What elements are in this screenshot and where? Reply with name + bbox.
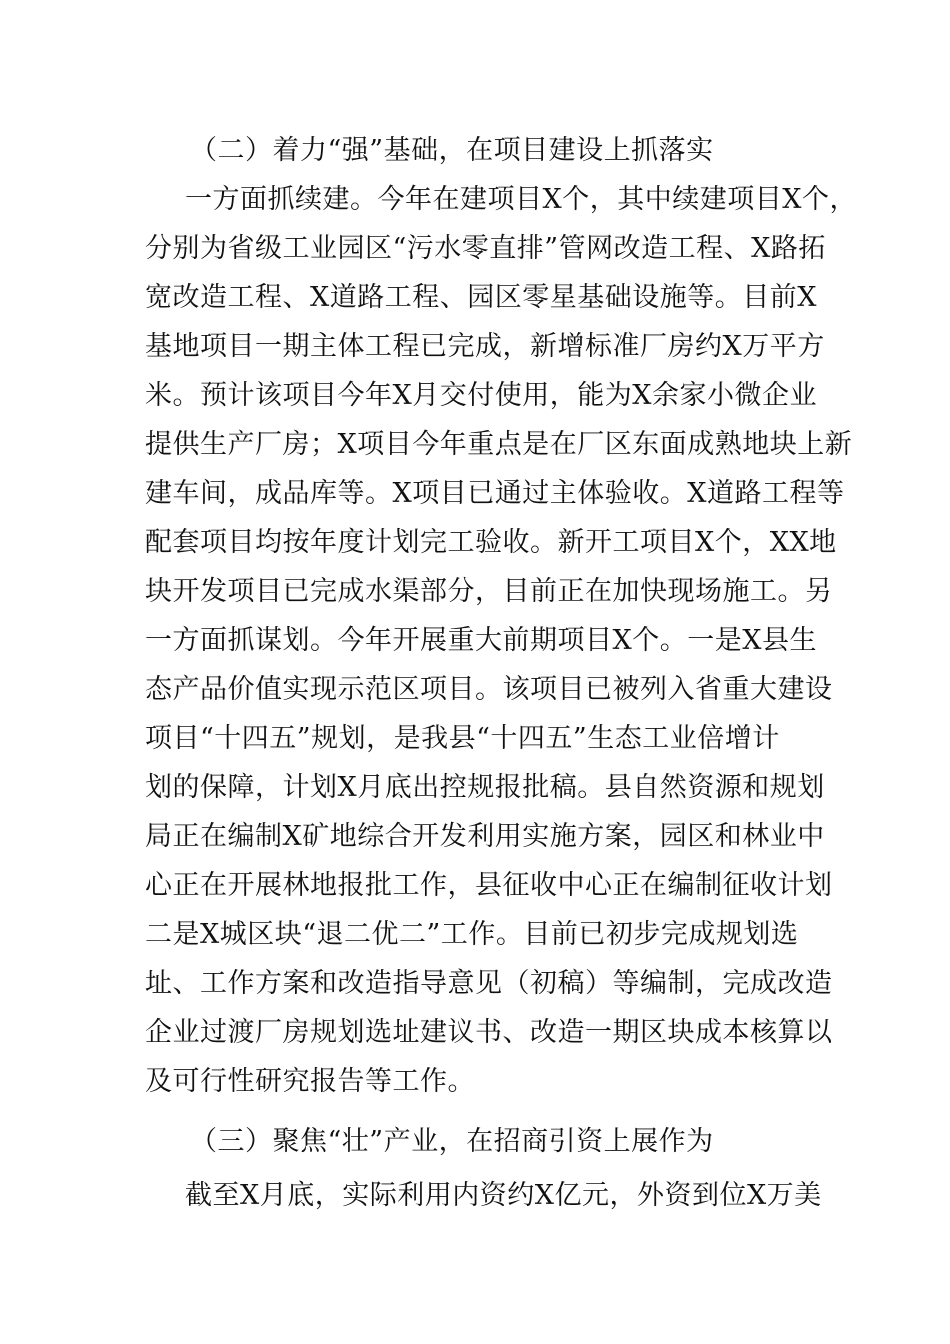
paragraph-line: 配套项目均按年度计划完工验收。新开工项目X个，XX地 [145, 527, 837, 558]
section-heading-2: （二）着力“强”基础，在项目建设上抓落实 [190, 135, 714, 166]
paragraph-line: 分别为省级工业园区“污水零直排”管网改造工程、X路拓 [145, 233, 826, 264]
paragraph-line: 一方面抓谋划。今年开展重大前期项目X个。一是X县生 [145, 625, 817, 656]
paragraph-line: 心正在开展林地报批工作，县征收中心正在编制征收计划 [145, 870, 833, 901]
paragraph-line: 二是X城区块“退二优二”工作。目前已初步完成规划选 [145, 919, 799, 950]
paragraph-line: 截至X月底，实际利用内资约X亿元，外资到位X万美 [185, 1180, 822, 1211]
paragraph-line: 一方面抓续建。今年在建项目X个，其中续建项目X个， [185, 184, 857, 215]
paragraph-line: 态产品价值实现示范区项目。该项目已被列入省重大建设 [145, 674, 833, 705]
paragraph-line: 及可行性研究报告等工作。 [145, 1066, 475, 1097]
paragraph-line: 块开发项目已完成水渠部分，目前正在加快现场施工。另 [145, 576, 833, 607]
paragraph-line: 米。预计该项目今年X月交付使用，能为X余家小微企业 [145, 380, 817, 411]
paragraph-line: 划的保障，计划X月底出控规报批稿。县自然资源和规划 [145, 772, 825, 803]
paragraph-line: 址、工作方案和改造指导意见（初稿）等编制，完成改造 [145, 968, 833, 999]
paragraph-line: 企业过渡厂房规划选址建议书、改造一期区块成本核算以 [145, 1017, 833, 1048]
paragraph-line: 局正在编制X矿地综合开发利用实施方案，园区和林业中 [145, 821, 825, 852]
paragraph-line: 基地项目一期主体工程已完成，新增标准厂房约X万平方 [145, 331, 825, 362]
paragraph-line: 建车间，成品库等。X项目已通过主体验收。X道路工程等 [145, 478, 845, 509]
paragraph-line: 提供生产厂房；X项目今年重点是在厂区东面成熟地块上新 [145, 429, 853, 460]
paragraph-line: 项目“十四五”规划，是我县“十四五”生态工业倍增计 [145, 723, 780, 754]
paragraph-line: 宽改造工程、X道路工程、园区零星基础设施等。目前X [145, 282, 817, 313]
section-heading-3: （三）聚焦“壮”产业，在招商引资上展作为 [190, 1126, 714, 1157]
